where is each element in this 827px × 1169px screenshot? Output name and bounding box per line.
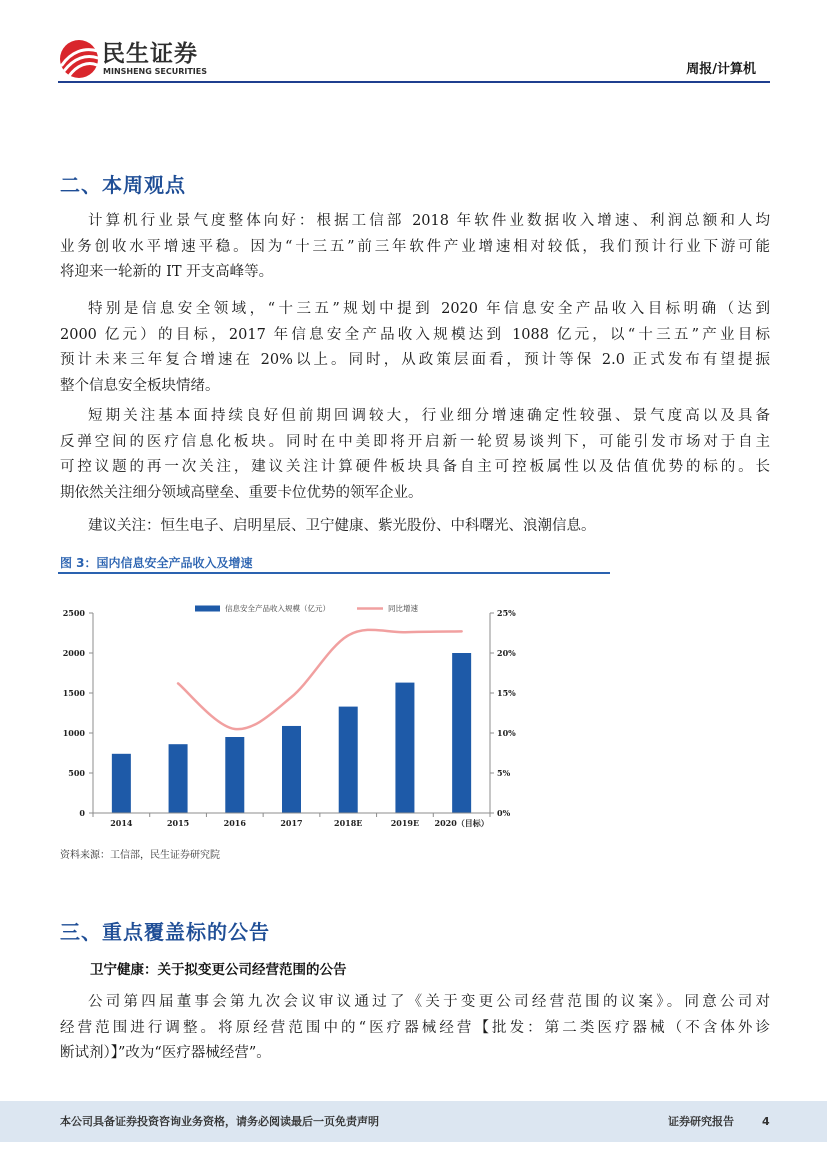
section-heading-weekly-view: 二、本周观点	[60, 173, 186, 197]
left-axis-tick-label: 0	[79, 808, 85, 818]
x-axis-tick-label: 2019E	[390, 818, 420, 828]
paragraph-line: 可控议题的再一次关注，建议关注计算硬件板块具备自主可控板属性以及估值优势的标的。长	[60, 459, 770, 475]
paragraph-line: 断试剂）】”改为“医疗器械经营”。	[60, 1045, 271, 1061]
legend-revenue-swatch	[195, 606, 220, 612]
bar-revenue-2015	[169, 744, 188, 813]
paragraph-info-security	[60, 297, 770, 399]
right-axis-tick-label: 25%	[497, 608, 516, 618]
legend-revenue-label: 信息安全产品收入规模（亿元）	[225, 604, 330, 613]
figure-caption: 图 3：国内信息安全产品收入及增速	[60, 556, 253, 570]
footer-report-label: 证券研究报告	[668, 1115, 734, 1128]
x-axis-tick-label: 2020（目标）	[434, 818, 489, 828]
header-divider	[58, 81, 770, 83]
right-axis-tick-label: 20%	[497, 648, 516, 658]
figure-caption-divider	[58, 572, 610, 574]
right-axis-tick-label: 10%	[497, 728, 516, 738]
paragraph-line: 反弹空间的医疗信息化板块。同时在中美即将开启新一轮贸易谈判下，可能引发市场对于自主	[60, 433, 770, 450]
page-number: 4	[762, 1115, 770, 1128]
bar-revenue-2019E	[395, 683, 414, 813]
minsheng-logo-icon	[58, 38, 100, 80]
paragraph-line: 特别是信息安全领域，“十三五”规划中提到 2020 年信息安全产品收入目标明确（达到	[88, 301, 770, 317]
growth-rate-line	[178, 630, 462, 729]
x-axis-tick-label: 2014	[110, 818, 133, 828]
paragraph-line: 整个信息安全板块情绪。	[60, 377, 220, 394]
right-axis-tick-label: 0%	[497, 808, 511, 818]
bar-revenue-2014	[112, 754, 131, 813]
logo-chinese-name: 民生证券	[102, 41, 198, 67]
paragraph-line: 期依然关注细分领域高壁垒、重要卡位优势的领军企业。	[60, 484, 423, 501]
paragraph-line: 计算机行业景气度整体向好：根据工信部 2018 年软件业数据收入增速、利润总额和人均	[88, 213, 770, 229]
paragraph-announcement	[60, 990, 770, 1067]
right-axis-tick-label: 5%	[497, 768, 511, 778]
bar-revenue-2020（目标）	[452, 653, 471, 813]
x-axis-tick-label: 2017	[280, 818, 303, 828]
announcement-title: 卫宁健康：关于拟变更公司经营范围的公告	[90, 962, 347, 978]
paragraph-short-term-focus	[60, 404, 770, 506]
logo-english-name: MINSHENG SECURITIES	[103, 67, 207, 76]
left-axis-tick-label: 500	[68, 768, 85, 778]
bar-revenue-2017	[282, 726, 301, 813]
section-heading-coverage-announcements: 三、重点覆盖标的公告	[60, 920, 270, 944]
report-type: 周报/计算机	[686, 62, 756, 77]
paragraph-line: 预计未来三年复合增速在 20%以上。同时，从政策层面看，预计等保 2.0 正式发布有望提振	[60, 352, 770, 368]
info-security-revenue-chart	[58, 595, 528, 840]
paragraph-recommendations	[60, 514, 770, 540]
bar-revenue-2016	[225, 737, 244, 813]
x-axis-tick-label: 2016	[223, 818, 246, 828]
legend-growth-label: 同比增速	[388, 604, 418, 613]
bar-revenue-2018E	[339, 707, 358, 813]
left-axis-tick-label: 1500	[62, 688, 85, 698]
paragraph-line: 2000 亿元）的目标，2017 年信息安全产品收入规模达到 1088 亿元，以“十三五”产业目标	[60, 326, 770, 343]
paragraph-line: 将迎来一轮新的 IT 开支高峰等。	[60, 264, 274, 280]
right-axis-tick-label: 15%	[497, 688, 516, 698]
figure-source: 资料来源：工信部，民生证券研究院	[60, 850, 220, 861]
x-axis-tick-label: 2015	[166, 818, 190, 828]
paragraph-industry-outlook	[60, 209, 770, 286]
paragraph-line: 公司第四届董事会第九次会议审议通过了《关于变更公司经营范围的议案》。同意公司对	[88, 994, 770, 1010]
footer-disclaimer: 本公司具备证券投资咨询业务资格，请务必阅读最后一页免责声明	[60, 1115, 379, 1128]
paragraph-line: 业务创收水平增速平稳。因为“十三五”前三年软件产业增速相对较低，我们预计行业下游可能	[60, 238, 770, 255]
left-axis-tick-label: 2000	[62, 648, 85, 658]
x-axis-tick-label: 2018E	[334, 818, 363, 828]
paragraph-line: 经营范围进行调整。将原经营范围中的“医疗器械经营【批发：第二类医疗器械（不含体外诊	[60, 1019, 770, 1036]
paragraph-line: 建议关注：恒生电子、启明星辰、卫宁健康、紫光股份、中科曙光、浪潮信息。	[88, 518, 596, 534]
paragraph-line: 短期关注基本面持续良好但前期回调较大，行业细分增速确定性较强、景气度高以及具备	[88, 408, 770, 424]
left-axis-tick-label: 2500	[62, 608, 85, 618]
left-axis-tick-label: 1000	[62, 728, 85, 738]
